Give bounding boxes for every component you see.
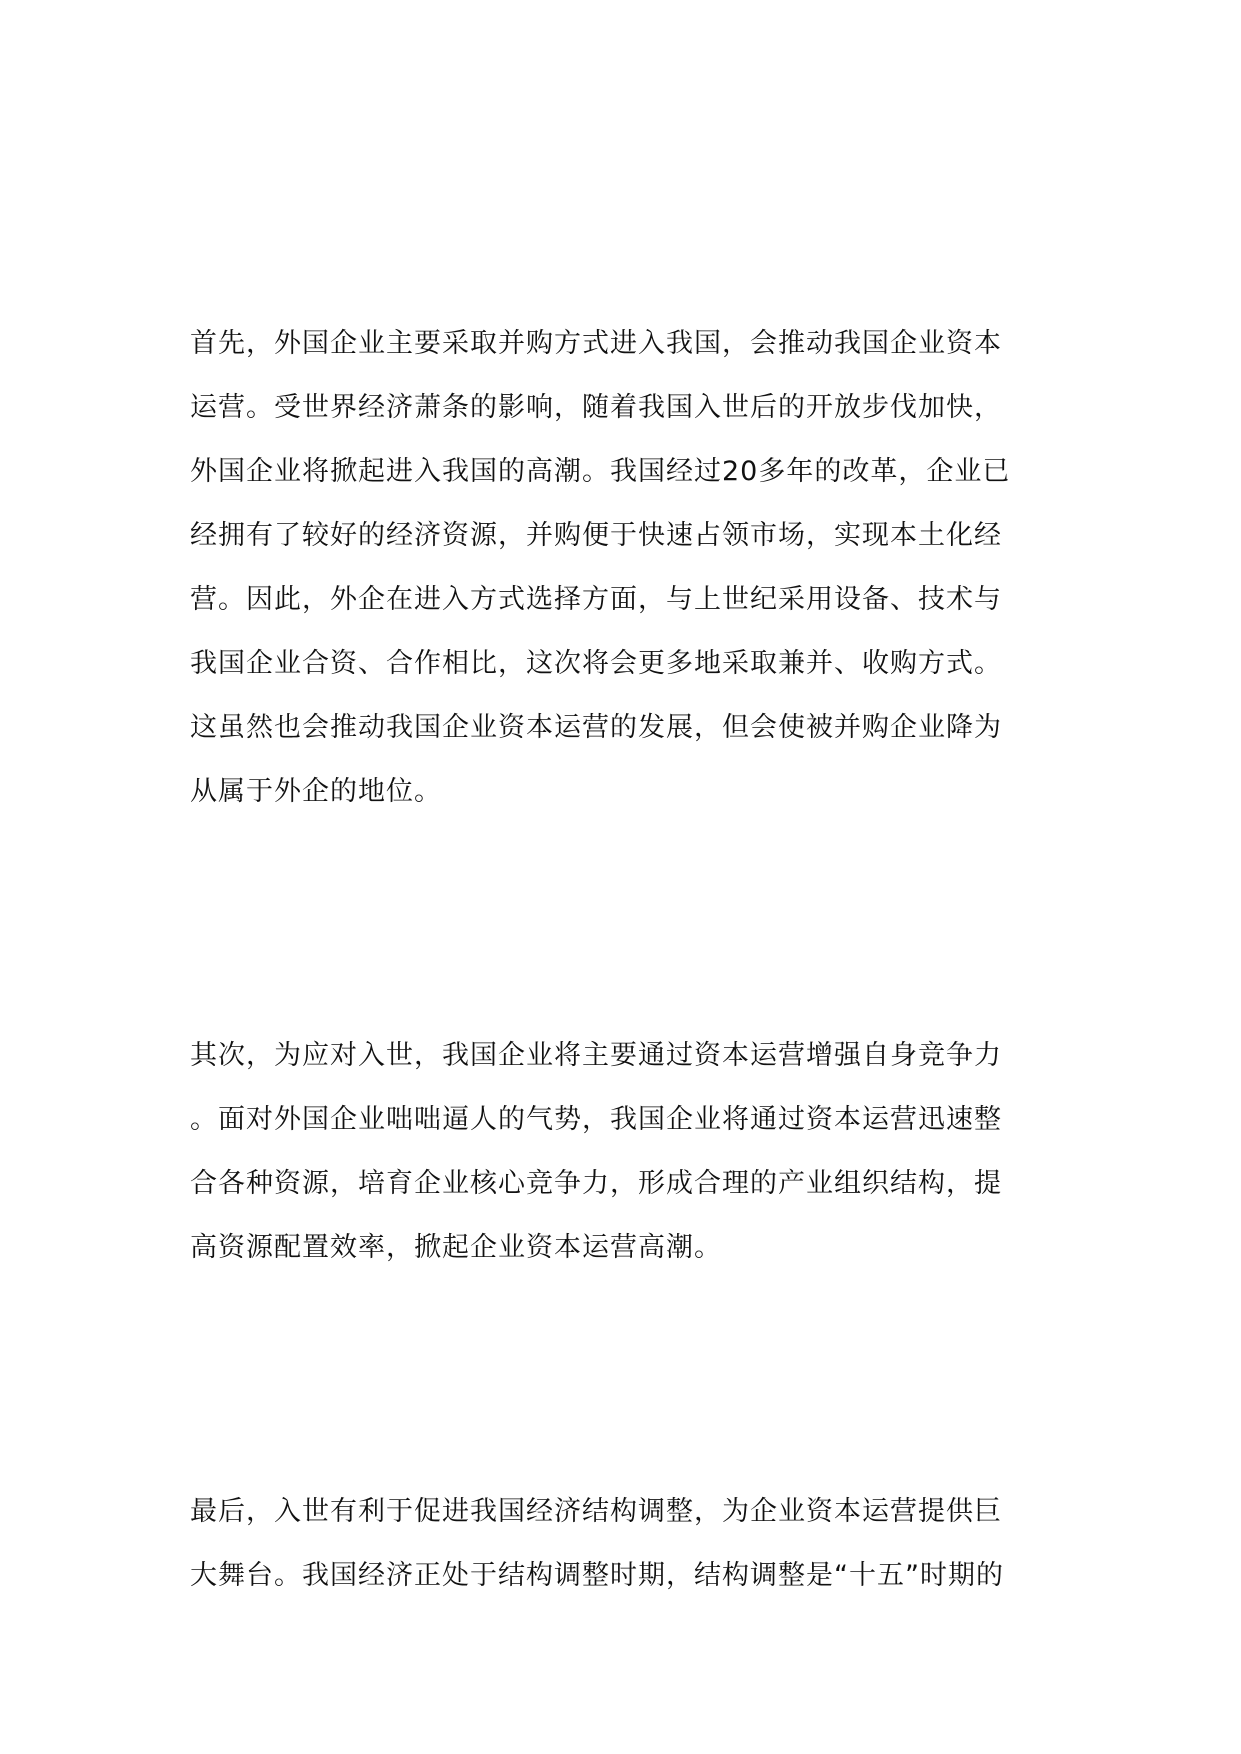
paragraph-line: 运营。受世界经济萧条的影响，随着我国入世后的开放步伐加快， <box>190 392 1002 423</box>
paragraph-line: 外国企业将掀起进入我国的高潮。我国经过20多年的改革，企业已 <box>190 456 1011 487</box>
paragraph-foreign-mergers <box>190 312 1050 824</box>
paragraph-line: 最后，入世有利于促进我国经济结构调整，为企业资本运营提供巨 <box>190 1496 1002 1527</box>
paragraph-line: 经拥有了较好的经济资源，并购便于快速占领市场，实现本土化经 <box>190 520 1002 551</box>
paragraph-line: 合各种资源，培育企业核心竞争力，形成合理的产业组织结构，提 <box>190 1168 1002 1199</box>
paragraph-line: 这虽然也会推动我国企业资本运营的发展，但会使被并购企业降为 <box>190 712 1002 743</box>
paragraph-line: 首先，外国企业主要采取并购方式进入我国，会推动我国企业资本 <box>190 328 1002 359</box>
paragraph-line: 。面对外国企业咄咄逼人的气势，我国企业将通过资本运营迅速整 <box>190 1104 1002 1135</box>
paragraph-line: 从属于外企的地位。 <box>190 776 442 807</box>
paragraph-line: 高资源配置效率，掀起企业资本运营高潮。 <box>190 1232 722 1263</box>
paragraph-line: 营。因此，外企在进入方式选择方面，与上世纪采用设备、技术与 <box>190 584 1002 615</box>
paragraph-line: 我国企业合资、合作相比，这次将会更多地采取兼并、收购方式。 <box>190 648 1002 679</box>
paragraph-line: 大舞台。我国经济正处于结构调整时期，结构调整是“十五”时期的 <box>190 1560 1004 1591</box>
paragraph-competitiveness <box>190 1024 1050 1280</box>
paragraph-line: 其次，为应对入世，我国企业将主要通过资本运营增强自身竞争力 <box>190 1040 1002 1071</box>
paragraph-structural-adjustment <box>190 1480 1050 1608</box>
